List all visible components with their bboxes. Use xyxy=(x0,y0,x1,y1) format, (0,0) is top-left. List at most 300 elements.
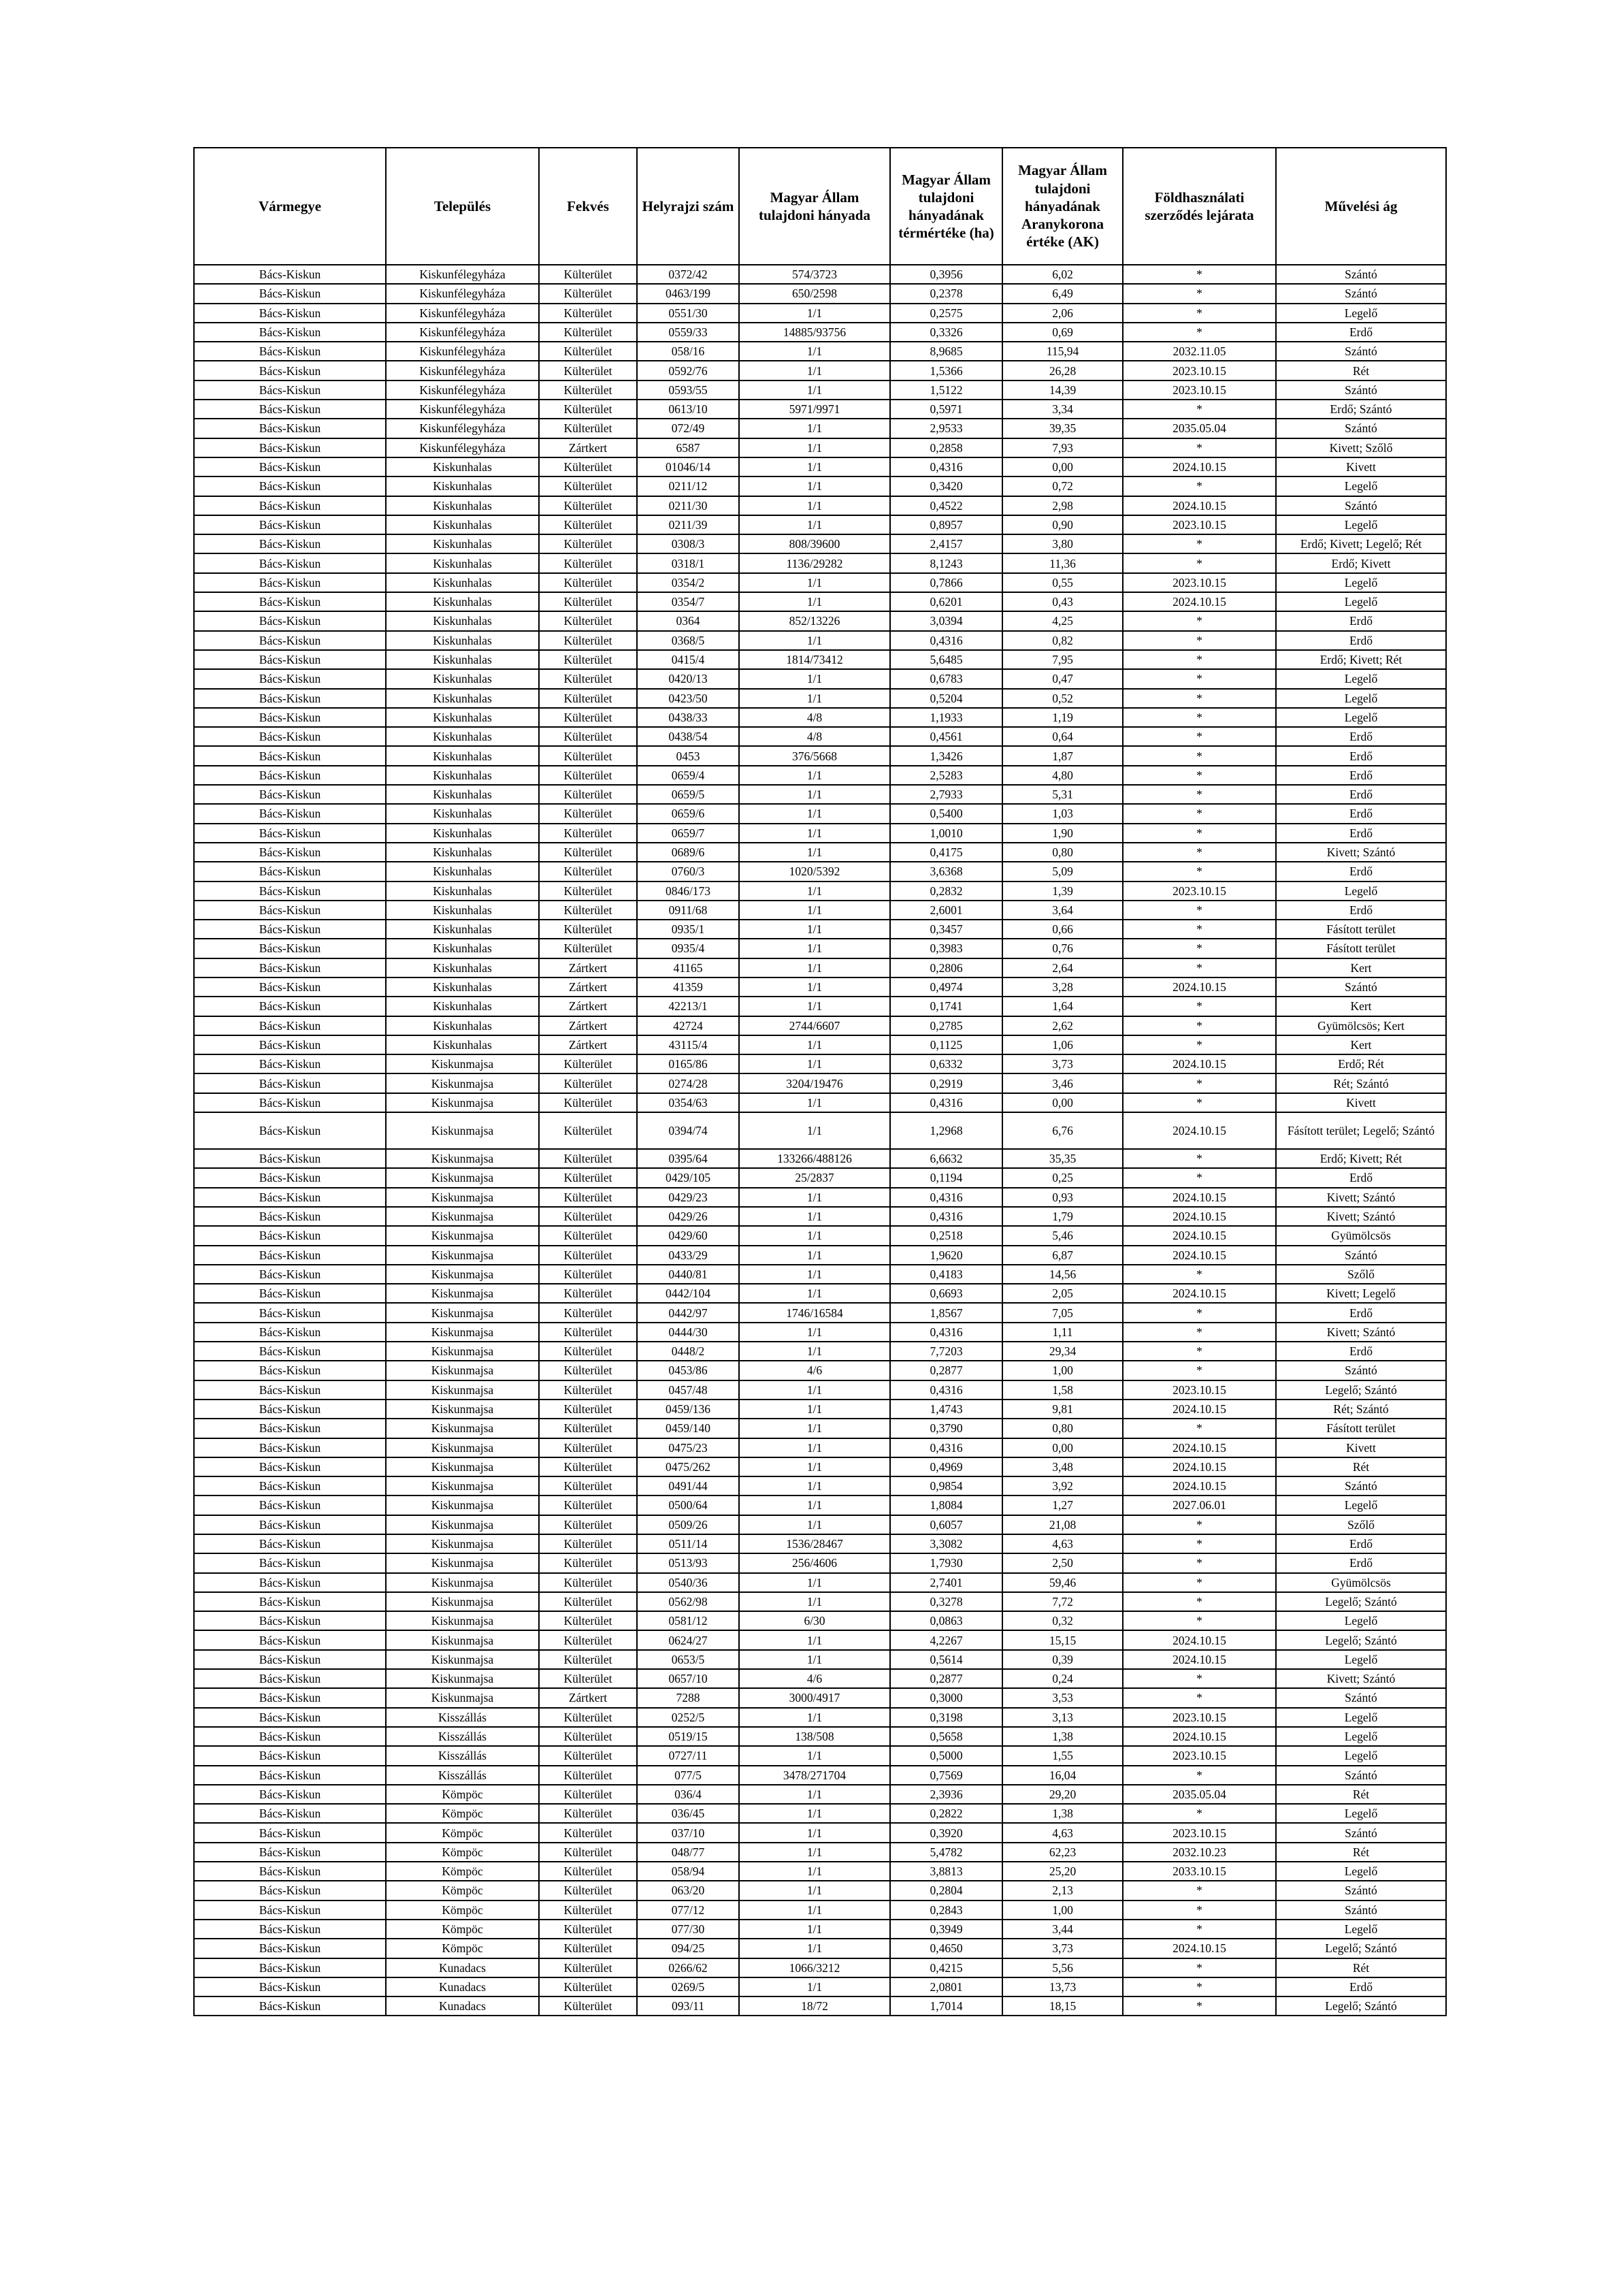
cell-muvelesi-ag: Legelő xyxy=(1276,573,1446,592)
cell-varmegye: Bács-Kiskun xyxy=(194,284,386,303)
table-row xyxy=(194,1073,1446,1093)
cell-szerzodes-lejarata: 2027.06.01 xyxy=(1123,1495,1276,1515)
cell-varmegye: Bács-Kiskun xyxy=(194,1804,386,1823)
table-row xyxy=(194,708,1446,727)
cell-varmegye: Bács-Kiskun xyxy=(194,1495,386,1515)
cell-termertek: 0,5971 xyxy=(890,400,1002,419)
cell-telepules: Kiskunmajsa xyxy=(386,1495,539,1515)
cell-helyrajzi-szam: 0689/6 xyxy=(637,843,739,862)
cell-aranykorona: 3,64 xyxy=(1002,901,1123,920)
cell-tulajdoni-hanyad: 1/1 xyxy=(739,1265,890,1284)
cell-helyrajzi-szam: 0433/29 xyxy=(637,1246,739,1265)
cell-muvelesi-ag: Legelő xyxy=(1276,1746,1446,1765)
cell-telepules: Kömpöc xyxy=(386,1901,539,1920)
cell-varmegye: Bács-Kiskun xyxy=(194,1843,386,1862)
cell-helyrajzi-szam: 0475/23 xyxy=(637,1438,739,1457)
cell-termertek: 4,2267 xyxy=(890,1630,1002,1649)
cell-muvelesi-ag: Legelő; Szántó xyxy=(1276,1939,1446,1958)
table-row xyxy=(194,977,1446,997)
cell-telepules: Kömpöc xyxy=(386,1785,539,1804)
cell-aranykorona: 1,27 xyxy=(1002,1495,1123,1515)
cell-tulajdoni-hanyad: 650/2598 xyxy=(739,284,890,303)
cell-szerzodes-lejarata: * xyxy=(1123,920,1276,939)
cell-aranykorona: 7,72 xyxy=(1002,1592,1123,1611)
cell-telepules: Kiskunhalas xyxy=(386,901,539,920)
table-row xyxy=(194,419,1446,438)
cell-termertek: 0,1741 xyxy=(890,997,1002,1016)
cell-helyrajzi-szam: 0935/1 xyxy=(637,920,739,939)
cell-telepules: Kiskunmajsa xyxy=(386,1093,539,1112)
cell-aranykorona: 3,80 xyxy=(1002,534,1123,553)
cell-tulajdoni-hanyad: 138/508 xyxy=(739,1727,890,1746)
cell-fekves: Külterület xyxy=(539,1977,637,1996)
cell-aranykorona: 3,46 xyxy=(1002,1073,1123,1093)
cell-tulajdoni-hanyad: 1/1 xyxy=(739,1630,890,1649)
cell-tulajdoni-hanyad: 1/1 xyxy=(739,997,890,1016)
cell-muvelesi-ag: Szántó xyxy=(1276,1823,1446,1842)
table-row xyxy=(194,1553,1446,1572)
cell-telepules: Kömpöc xyxy=(386,1823,539,1842)
cell-varmegye: Bács-Kiskun xyxy=(194,1862,386,1881)
cell-szerzodes-lejarata: * xyxy=(1123,611,1276,630)
cell-varmegye: Bács-Kiskun xyxy=(194,1457,386,1476)
cell-szerzodes-lejarata: * xyxy=(1123,1149,1276,1168)
cell-helyrajzi-szam: 0368/5 xyxy=(637,631,739,650)
cell-muvelesi-ag: Erdő xyxy=(1276,862,1446,881)
cell-helyrajzi-szam: 048/77 xyxy=(637,1843,739,1862)
cell-fekves: Külterület xyxy=(539,476,637,496)
cell-varmegye: Bács-Kiskun xyxy=(194,304,386,323)
cell-szerzodes-lejarata: * xyxy=(1123,1553,1276,1572)
cell-aranykorona: 0,72 xyxy=(1002,476,1123,496)
table-row xyxy=(194,1708,1446,1727)
cell-helyrajzi-szam: 0659/7 xyxy=(637,824,739,843)
table-row xyxy=(194,592,1446,611)
cell-varmegye: Bács-Kiskun xyxy=(194,611,386,630)
cell-helyrajzi-szam: 0657/10 xyxy=(637,1669,739,1688)
cell-tulajdoni-hanyad: 1/1 xyxy=(739,977,890,997)
cell-tulajdoni-hanyad: 1/1 xyxy=(739,476,890,496)
cell-varmegye: Bács-Kiskun xyxy=(194,1881,386,1900)
cell-varmegye: Bács-Kiskun xyxy=(194,1996,386,2016)
cell-aranykorona: 4,25 xyxy=(1002,611,1123,630)
cell-fekves: Külterület xyxy=(539,1380,637,1400)
table-row xyxy=(194,1112,1446,1149)
cell-muvelesi-ag: Legelő xyxy=(1276,592,1446,611)
cell-varmegye: Bács-Kiskun xyxy=(194,1093,386,1112)
cell-fekves: Külterület xyxy=(539,901,637,920)
cell-aranykorona: 1,55 xyxy=(1002,1746,1123,1765)
cell-termertek: 3,8813 xyxy=(890,1862,1002,1881)
cell-varmegye: Bács-Kiskun xyxy=(194,476,386,496)
table-row xyxy=(194,496,1446,515)
table-row xyxy=(194,862,1446,881)
cell-telepules: Kiskunmajsa xyxy=(386,1400,539,1419)
cell-termertek: 3,0394 xyxy=(890,611,1002,630)
cell-helyrajzi-szam: 036/4 xyxy=(637,1785,739,1804)
cell-varmegye: Bács-Kiskun xyxy=(194,843,386,862)
cell-telepules: Kömpöc xyxy=(386,1939,539,1958)
cell-szerzodes-lejarata: 2023.10.15 xyxy=(1123,1823,1276,1842)
cell-muvelesi-ag: Erdő xyxy=(1276,1534,1446,1553)
cell-tulajdoni-hanyad: 1/1 xyxy=(739,766,890,785)
cell-aranykorona: 2,62 xyxy=(1002,1016,1123,1035)
cell-aranykorona: 7,05 xyxy=(1002,1303,1123,1322)
cell-muvelesi-ag: Erdő xyxy=(1276,746,1446,765)
cell-aranykorona: 0,00 xyxy=(1002,457,1123,476)
cell-helyrajzi-szam: 0442/97 xyxy=(637,1303,739,1322)
cell-tulajdoni-hanyad: 1/1 xyxy=(739,1843,890,1862)
table-row xyxy=(194,1727,1446,1746)
cell-termertek: 0,6057 xyxy=(890,1515,1002,1534)
cell-aranykorona: 0,47 xyxy=(1002,669,1123,688)
cell-varmegye: Bács-Kiskun xyxy=(194,1958,386,1977)
cell-fekves: Külterület xyxy=(539,650,637,669)
cell-telepules: Kömpöc xyxy=(386,1804,539,1823)
cell-tulajdoni-hanyad: 1/1 xyxy=(739,419,890,438)
cell-muvelesi-ag: Erdő xyxy=(1276,1977,1446,1996)
cell-termertek: 1,2968 xyxy=(890,1112,1002,1149)
cell-fekves: Zártkert xyxy=(539,977,637,997)
cell-varmegye: Bács-Kiskun xyxy=(194,708,386,727)
cell-varmegye: Bács-Kiskun xyxy=(194,1592,386,1611)
cell-termertek: 0,3326 xyxy=(890,323,1002,342)
cell-fekves: Külterület xyxy=(539,1939,637,1958)
cell-helyrajzi-szam: 093/11 xyxy=(637,1996,739,2016)
cell-varmegye: Bács-Kiskun xyxy=(194,1284,386,1303)
cell-szerzodes-lejarata: * xyxy=(1123,824,1276,843)
cell-fekves: Külterület xyxy=(539,592,637,611)
cell-helyrajzi-szam: 0592/76 xyxy=(637,361,739,380)
cell-aranykorona: 15,15 xyxy=(1002,1630,1123,1649)
cell-varmegye: Bács-Kiskun xyxy=(194,650,386,669)
table-row xyxy=(194,1766,1446,1785)
cell-telepules: Kiskunhalas xyxy=(386,534,539,553)
cell-helyrajzi-szam: 0511/14 xyxy=(637,1534,739,1553)
cell-muvelesi-ag: Kivett; Szántó xyxy=(1276,1207,1446,1226)
table-row xyxy=(194,1380,1446,1400)
land-parcel-table xyxy=(193,147,1447,2016)
cell-varmegye: Bács-Kiskun xyxy=(194,1112,386,1149)
cell-muvelesi-ag: Erdő; Kivett; Legelő; Rét xyxy=(1276,534,1446,553)
cell-termertek: 0,4522 xyxy=(890,496,1002,515)
cell-muvelesi-ag: Legelő xyxy=(1276,1708,1446,1727)
header-fekves: Fekvés xyxy=(539,148,637,265)
cell-fekves: Külterület xyxy=(539,862,637,881)
cell-telepules: Kiskunhalas xyxy=(386,611,539,630)
cell-varmegye: Bács-Kiskun xyxy=(194,573,386,592)
cell-fekves: Külterület xyxy=(539,1553,637,1572)
cell-telepules: Kiskunhalas xyxy=(386,592,539,611)
cell-szerzodes-lejarata: 2033.10.15 xyxy=(1123,1862,1276,1881)
cell-termertek: 1,8084 xyxy=(890,1495,1002,1515)
table-row xyxy=(194,1901,1446,1920)
cell-helyrajzi-szam: 0659/5 xyxy=(637,785,739,804)
cell-aranykorona: 0,32 xyxy=(1002,1611,1123,1630)
cell-tulajdoni-hanyad: 808/39600 xyxy=(739,534,890,553)
cell-szerzodes-lejarata: 2024.10.15 xyxy=(1123,1207,1276,1226)
cell-szerzodes-lejarata: 2024.10.15 xyxy=(1123,1438,1276,1457)
table-row xyxy=(194,843,1446,862)
cell-muvelesi-ag: Erdő; Kivett; Rét xyxy=(1276,1149,1446,1168)
cell-fekves: Zártkert xyxy=(539,1035,637,1054)
cell-varmegye: Bács-Kiskun xyxy=(194,1476,386,1495)
cell-aranykorona: 5,46 xyxy=(1002,1226,1123,1245)
cell-telepules: Kiskunmajsa xyxy=(386,1592,539,1611)
cell-telepules: Kiskunhalas xyxy=(386,920,539,939)
cell-varmegye: Bács-Kiskun xyxy=(194,1400,386,1419)
cell-fekves: Külterület xyxy=(539,400,637,419)
table-row xyxy=(194,361,1446,380)
cell-helyrajzi-szam: 7288 xyxy=(637,1688,739,1707)
cell-fekves: Külterület xyxy=(539,689,637,708)
cell-tulajdoni-hanyad: 1/1 xyxy=(739,592,890,611)
cell-varmegye: Bács-Kiskun xyxy=(194,1901,386,1920)
cell-aranykorona: 2,06 xyxy=(1002,304,1123,323)
cell-telepules: Kiskunmajsa xyxy=(386,1073,539,1093)
cell-aranykorona: 1,38 xyxy=(1002,1804,1123,1823)
cell-telepules: Kiskunmajsa xyxy=(386,1611,539,1630)
table-row xyxy=(194,1476,1446,1495)
cell-tulajdoni-hanyad: 1/1 xyxy=(739,1592,890,1611)
cell-fekves: Külterület xyxy=(539,1862,637,1881)
cell-fekves: Külterület xyxy=(539,1112,637,1149)
cell-telepules: Kiskunhalas xyxy=(386,746,539,765)
cell-helyrajzi-szam: 0211/39 xyxy=(637,515,739,534)
cell-helyrajzi-szam: 0911/68 xyxy=(637,901,739,920)
cell-aranykorona: 4,63 xyxy=(1002,1823,1123,1842)
cell-tulajdoni-hanyad: 1/1 xyxy=(739,342,890,361)
cell-muvelesi-ag: Rét; Szántó xyxy=(1276,1073,1446,1093)
cell-helyrajzi-szam: 0457/48 xyxy=(637,1380,739,1400)
cell-aranykorona: 25,20 xyxy=(1002,1862,1123,1881)
cell-termertek: 0,2822 xyxy=(890,1804,1002,1823)
cell-fekves: Külterület xyxy=(539,1054,637,1073)
cell-szerzodes-lejarata: * xyxy=(1123,1303,1276,1322)
cell-termertek: 0,4650 xyxy=(890,1939,1002,1958)
cell-termertek: 0,4316 xyxy=(890,1438,1002,1457)
table-row xyxy=(194,958,1446,977)
cell-tulajdoni-hanyad: 574/3723 xyxy=(739,265,890,284)
header-helyrajzi-szam: Helyrajzi szám xyxy=(637,148,739,265)
cell-aranykorona: 1,38 xyxy=(1002,1727,1123,1746)
cell-szerzodes-lejarata: 2024.10.15 xyxy=(1123,592,1276,611)
header-tulajdoni-hanyad: Magyar Állam tulajdoni hányada xyxy=(739,148,890,265)
cell-telepules: Kiskunmajsa xyxy=(386,1650,539,1669)
cell-aranykorona: 3,28 xyxy=(1002,977,1123,997)
cell-helyrajzi-szam: 0269/5 xyxy=(637,1977,739,1996)
cell-tulajdoni-hanyad: 133266/488126 xyxy=(739,1149,890,1168)
cell-tulajdoni-hanyad: 1136/29282 xyxy=(739,553,890,572)
table-row xyxy=(194,1361,1446,1380)
table-row xyxy=(194,901,1446,920)
cell-aranykorona: 2,13 xyxy=(1002,1881,1123,1900)
cell-szerzodes-lejarata: * xyxy=(1123,1592,1276,1611)
cell-szerzodes-lejarata: 2024.10.15 xyxy=(1123,1727,1276,1746)
cell-tulajdoni-hanyad: 1/1 xyxy=(739,1708,890,1727)
cell-termertek: 1,5122 xyxy=(890,381,1002,400)
cell-helyrajzi-szam: 036/45 xyxy=(637,1804,739,1823)
cell-helyrajzi-szam: 077/12 xyxy=(637,1901,739,1920)
cell-tulajdoni-hanyad: 1/1 xyxy=(739,843,890,862)
cell-aranykorona: 14,56 xyxy=(1002,1265,1123,1284)
cell-tulajdoni-hanyad: 1/1 xyxy=(739,1785,890,1804)
cell-tulajdoni-hanyad: 1/1 xyxy=(739,939,890,958)
cell-tulajdoni-hanyad: 1/1 xyxy=(739,381,890,400)
table-row xyxy=(194,1093,1446,1112)
cell-muvelesi-ag: Kert xyxy=(1276,997,1446,1016)
cell-helyrajzi-szam: 0500/64 xyxy=(637,1495,739,1515)
cell-tulajdoni-hanyad: 1/1 xyxy=(739,1476,890,1495)
cell-helyrajzi-szam: 0519/15 xyxy=(637,1727,739,1746)
cell-fekves: Külterület xyxy=(539,843,637,862)
cell-tulajdoni-hanyad: 4/8 xyxy=(739,708,890,727)
cell-varmegye: Bács-Kiskun xyxy=(194,1342,386,1361)
table-row xyxy=(194,304,1446,323)
cell-termertek: 8,1243 xyxy=(890,553,1002,572)
cell-telepules: Kiskunhalas xyxy=(386,515,539,534)
cell-termertek: 0,2877 xyxy=(890,1361,1002,1380)
cell-helyrajzi-szam: 0415/4 xyxy=(637,650,739,669)
cell-aranykorona: 3,34 xyxy=(1002,400,1123,419)
cell-muvelesi-ag: Kivett; Legelő xyxy=(1276,1284,1446,1303)
cell-muvelesi-ag: Fásított terület; Legelő; Szántó xyxy=(1276,1112,1446,1149)
cell-telepules: Kiskunmajsa xyxy=(386,1438,539,1457)
cell-helyrajzi-szam: 0438/33 xyxy=(637,708,739,727)
cell-varmegye: Bács-Kiskun xyxy=(194,1688,386,1707)
cell-fekves: Külterület xyxy=(539,342,637,361)
cell-szerzodes-lejarata: * xyxy=(1123,400,1276,419)
cell-tulajdoni-hanyad: 1/1 xyxy=(739,1495,890,1515)
cell-aranykorona: 0,82 xyxy=(1002,631,1123,650)
cell-szerzodes-lejarata: 2024.10.15 xyxy=(1123,1054,1276,1073)
cell-muvelesi-ag: Kivett; Szántó xyxy=(1276,1669,1446,1688)
cell-szerzodes-lejarata: * xyxy=(1123,901,1276,920)
cell-helyrajzi-szam: 0593/55 xyxy=(637,381,739,400)
cell-muvelesi-ag: Szántó xyxy=(1276,1476,1446,1495)
table-row xyxy=(194,1881,1446,1900)
cell-varmegye: Bács-Kiskun xyxy=(194,669,386,688)
cell-aranykorona: 3,44 xyxy=(1002,1920,1123,1939)
cell-telepules: Kiskunfélegyháza xyxy=(386,438,539,457)
cell-fekves: Külterület xyxy=(539,804,637,823)
cell-szerzodes-lejarata: 2024.10.15 xyxy=(1123,1246,1276,1265)
cell-termertek: 0,2378 xyxy=(890,284,1002,303)
cell-fekves: Külterület xyxy=(539,553,637,572)
cell-helyrajzi-szam: 0429/60 xyxy=(637,1226,739,1245)
table-row xyxy=(194,1592,1446,1611)
cell-telepules: Kiskunhalas xyxy=(386,766,539,785)
cell-muvelesi-ag: Erdő xyxy=(1276,785,1446,804)
cell-termertek: 0,4175 xyxy=(890,843,1002,862)
table-row xyxy=(194,1939,1446,1958)
cell-fekves: Külterület xyxy=(539,304,637,323)
cell-termertek: 0,2575 xyxy=(890,304,1002,323)
cell-fekves: Külterület xyxy=(539,419,637,438)
cell-helyrajzi-szam: 0372/42 xyxy=(637,265,739,284)
cell-tulajdoni-hanyad: 256/4606 xyxy=(739,1553,890,1572)
cell-muvelesi-ag: Legelő xyxy=(1276,1804,1446,1823)
cell-fekves: Külterület xyxy=(539,1708,637,1727)
cell-muvelesi-ag: Kivett; Szántó xyxy=(1276,1323,1446,1342)
cell-telepules: Kiskunfélegyháza xyxy=(386,284,539,303)
cell-tulajdoni-hanyad: 1/1 xyxy=(739,669,890,688)
cell-varmegye: Bács-Kiskun xyxy=(194,553,386,572)
cell-muvelesi-ag: Kivett; Szántó xyxy=(1276,1188,1446,1207)
cell-tulajdoni-hanyad: 2744/6607 xyxy=(739,1016,890,1035)
cell-termertek: 0,2518 xyxy=(890,1226,1002,1245)
cell-muvelesi-ag: Legelő xyxy=(1276,515,1446,534)
cell-termertek: 0,6201 xyxy=(890,592,1002,611)
table-row xyxy=(194,400,1446,419)
cell-telepules: Kiskunmajsa xyxy=(386,1226,539,1245)
cell-helyrajzi-szam: 0211/30 xyxy=(637,496,739,515)
cell-szerzodes-lejarata: * xyxy=(1123,304,1276,323)
table-row xyxy=(194,882,1446,901)
cell-aranykorona: 115,94 xyxy=(1002,342,1123,361)
header-szerzodes-lejarata: Földhasználati szerződés lejárata xyxy=(1123,148,1276,265)
cell-muvelesi-ag: Erdő; Kivett; Rét xyxy=(1276,650,1446,669)
cell-tulajdoni-hanyad: 1/1 xyxy=(739,1650,890,1669)
cell-termertek: 1,8567 xyxy=(890,1303,1002,1322)
cell-varmegye: Bács-Kiskun xyxy=(194,1977,386,1996)
cell-tulajdoni-hanyad: 3478/271704 xyxy=(739,1766,890,1785)
cell-szerzodes-lejarata: * xyxy=(1123,804,1276,823)
cell-tulajdoni-hanyad: 1/1 xyxy=(739,1939,890,1958)
cell-tulajdoni-hanyad: 14885/93756 xyxy=(739,323,890,342)
table-row xyxy=(194,342,1446,361)
cell-tulajdoni-hanyad: 1/1 xyxy=(739,1573,890,1592)
cell-tulajdoni-hanyad: 4/6 xyxy=(739,1669,890,1688)
table-row xyxy=(194,534,1446,553)
cell-telepules: Kömpöc xyxy=(386,1881,539,1900)
cell-helyrajzi-szam: 0653/5 xyxy=(637,1650,739,1669)
cell-fekves: Külterület xyxy=(539,631,637,650)
cell-tulajdoni-hanyad: 1/1 xyxy=(739,1246,890,1265)
cell-telepules: Kiskunmajsa xyxy=(386,1342,539,1361)
table-row xyxy=(194,1419,1446,1438)
cell-aranykorona: 3,73 xyxy=(1002,1054,1123,1073)
cell-helyrajzi-szam: 0354/63 xyxy=(637,1093,739,1112)
cell-aranykorona: 1,90 xyxy=(1002,824,1123,843)
cell-aranykorona: 14,39 xyxy=(1002,381,1123,400)
table-row xyxy=(194,1188,1446,1207)
cell-fekves: Külterület xyxy=(539,1226,637,1245)
cell-telepules: Kisszállás xyxy=(386,1727,539,1746)
cell-helyrajzi-szam: 6587 xyxy=(637,438,739,457)
cell-aranykorona: 0,43 xyxy=(1002,592,1123,611)
table-row xyxy=(194,1650,1446,1669)
cell-muvelesi-ag: Kivett xyxy=(1276,457,1446,476)
cell-helyrajzi-szam: 0513/93 xyxy=(637,1553,739,1572)
cell-muvelesi-ag: Legelő xyxy=(1276,1920,1446,1939)
cell-helyrajzi-szam: 058/16 xyxy=(637,342,739,361)
cell-szerzodes-lejarata: * xyxy=(1123,1361,1276,1380)
cell-aranykorona: 5,09 xyxy=(1002,862,1123,881)
table-row xyxy=(194,1303,1446,1322)
cell-fekves: Külterület xyxy=(539,920,637,939)
cell-szerzodes-lejarata: * xyxy=(1123,476,1276,496)
cell-szerzodes-lejarata: * xyxy=(1123,997,1276,1016)
cell-helyrajzi-szam: 0308/3 xyxy=(637,534,739,553)
cell-muvelesi-ag: Szántó xyxy=(1276,342,1446,361)
table-row xyxy=(194,611,1446,630)
cell-aranykorona: 7,95 xyxy=(1002,650,1123,669)
cell-tulajdoni-hanyad: 1/1 xyxy=(739,1380,890,1400)
cell-helyrajzi-szam: 0438/54 xyxy=(637,727,739,746)
cell-fekves: Külterület xyxy=(539,882,637,901)
cell-termertek: 2,4157 xyxy=(890,534,1002,553)
